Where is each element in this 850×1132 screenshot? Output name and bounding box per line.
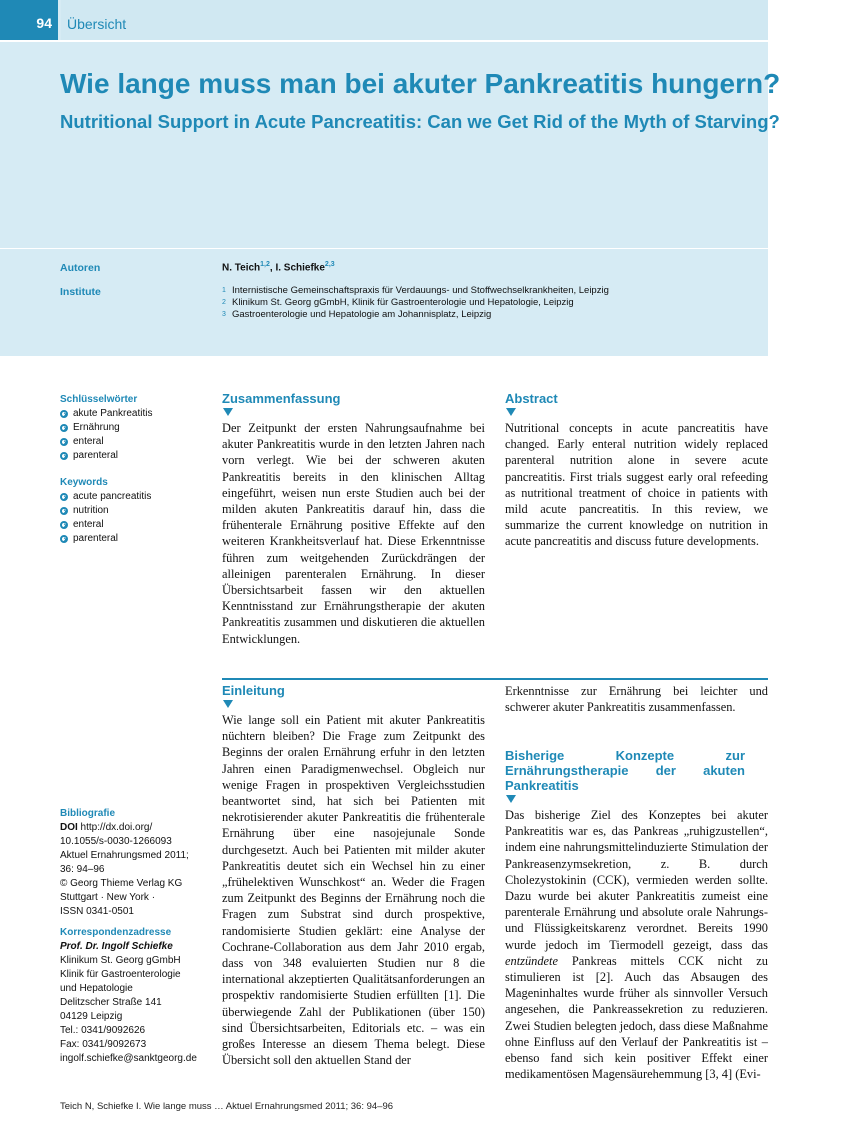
keyword-item: akute Pankreatitis [60,407,153,421]
author-2-affiliation: 2,3 [324,261,335,268]
page-number: 94 [0,0,58,40]
keyword-item: nutrition [60,504,151,518]
institute-item: 2 Klinikum St. Georg gGmbH, Klinik für Gastroenterologie und Hepatologie, Leipzig [222,297,574,308]
address-line: 04129 Leipzig [60,1011,123,1022]
address-line: Klinik für Gastroenterologie [60,969,181,980]
header-divider [0,40,768,42]
bibliografie-heading: Bibliografie [60,808,116,819]
section-label: Übersicht [61,0,768,40]
author-2: I. Schiefke [275,262,325,274]
bib-line: 36: 94–96 [60,864,105,875]
author-1: N. Teich [222,262,261,274]
abstract-section [505,391,768,550]
bib-line: Stuttgart · New York · [60,892,156,903]
korrespondenz-name: Prof. Dr. Ingolf Schiefke [60,941,173,952]
keywords-de [60,393,153,463]
triangle-down-icon [223,700,233,708]
address-line: Fax: 0341/9092673 [60,1039,147,1050]
email-link[interactable]: ingolf.schiefke@sanktgeorg.de [60,1053,197,1064]
doi-line: DOI http://dx.doi.org/ [60,822,153,833]
einleitung-continuation-text: Erkenntnisse zur Ernährung bei leichter und schwerer akuter Pankreatitis zusammenfassen. [505,684,768,715]
keyword-item: parenteral [60,449,153,463]
bullet-icon [60,452,68,460]
address-line: Tel.: 0341/9092626 [60,1025,146,1036]
page-footer: Teich N, Schiefke I. Wie lange muss … Aktuel Ernahrungsmed 2011; 36: 94–96 [60,1101,394,1112]
bullet-icon [60,438,68,446]
zusammenfassung-text: Der Zeitpunkt der ersten Nahrungsaufnahme bei akuter Pankreatitis wurde in den letzten Jahren nach vorn verlegt. Wie bei der schweren akuten Pankreatitis bereits in den klinischen Alltag eingeführt, weisen nun erste Studien auch bei der milden akuten Pankreatitis darauf hin, dass die frühenterale Ernährung positive Effekte auf den weiteren Krankheitsverlauf hat. Diese Erkenntnisse führen zum weitgehenden Zurückdrängen der alleinigen parenteralen Ernährung. In dieser Übersichtsarbeit fassen wir den aktuellen Kenntnisstand zur Ernährungstherapie der akuten Pankreatitis zusammen und diskutieren die aktuellen Entwicklungen. [222,421,485,646]
institutes-label: Institute [60,286,101,298]
bib-line: 10.1055/s-0030-1266093 [60,836,172,847]
bib-line: Aktuel Ernahrungsmed 2011; [60,850,189,861]
authors [222,261,335,273]
triangle-down-icon [506,795,516,803]
zusammenfassung-section [222,391,485,647]
keywords-en-heading: Keywords [60,477,108,488]
bisherige-text: Das bisherige Ziel des Konzeptes bei akuter Pankreatitis war es, das Pankreas „ruhigzustellen“, indem eine nahrungsmittelinduzierte Stimulation der Pankreasenzymsekretion, z. B. durch Cholezystokinin (CCK), vermieden werden sollte. Dazu wurde bei akuter Pankreatitis zumeist eine parenterale Ernährung und absolute orale Nahrungs- und Flüssigkeitskarenz verordnet. Bereits 1990 wurde jedoch im Tiermodell gezeigt, dass das entzündete Pankreas mittels CCK nicht zu stimulieren ist [2]. Auch das Absaugen des Mageninhaltes wurde früher als sinnvoller Versuch angesehen, die Pankreassekretion zu reduzieren. Zwei Studien belegten jedoch, dass diese Maßnahme ohne Einfluss auf den Verlauf der Pankreatitis ist – ebenso fand sich kein positiver Effekt einer medikamentösen Magensäurehemmung [3, 4] (Evi- [505,808,768,1082]
korrespondenz-heading: Korrespondenzadresse [60,927,172,938]
keyword-item: Ernährung [60,421,153,435]
bisherige-heading: Bisherige Konzepte zur Ernährungstherapie der akuten Pankreatitis [505,748,745,793]
bibliografie-block [60,807,210,1066]
bullet-icon [60,493,68,501]
author-1-affiliation: 1,2 [260,261,270,268]
keyword-item: acute pancreatitis [60,490,151,504]
triangle-down-icon [506,408,516,416]
doi-link[interactable]: http://dx.doi.org/ [77,822,153,833]
authors-label: Autoren [60,262,101,274]
article-subtitle: Nutritional Support in Acute Pancreatitis: Can we Get Rid of the Myth of Starving? [60,111,780,132]
bisherige-section [505,748,768,1082]
institute-item: 3 Gastroenterologie und Hepatologie am Johannisplatz, Leipzig [222,309,492,320]
bib-line: © Georg Thieme Verlag KG [60,878,183,889]
section-rule [222,678,768,680]
zusammenfassung-heading: Zusammenfassung [222,391,341,406]
abstract-heading: Abstract [505,391,558,406]
author-separator: , [269,262,276,274]
article-title: Wie lange muss man bei akuter Pankreatitis hungern? [60,68,781,99]
keywords-en [60,476,151,546]
einleitung-continuation [505,683,768,715]
institutes-list [222,285,609,321]
triangle-down-icon [223,408,233,416]
bullet-icon [60,535,68,543]
bullet-icon [60,507,68,515]
einleitung-section [222,683,485,1068]
abstract-text: Nutritional concepts in acute pancreatitis have changed. Early enteral nutrition widely replaced parenteral nutrition alone in severe acute pancreatitis. First trials suggest early oral refeeding as nutritional treatment of choice in patients with mild acute pancreatitis. In this review, we summarize the current knowledge on nutrition in acute pancreatitis and discuss future developments. [505,421,768,549]
keyword-item: enteral [60,435,153,449]
bullet-icon [60,424,68,432]
einleitung-text: Wie lange soll ein Patient mit akuter Pankreatitis nüchtern bleiben? Die Frage zum Zeitpunkt des Beginns der oralen Ernährung erfuhr in den letzten Jahren einen Paradigmenwechsel. Obgleich nur wenige Fragen in prospektiven Vergleichsstudien beantwortet sind, hat sich bei Patienten mit nekrotisierender akuter Pankreatitis die frühenterale Ernährung über eine nasojejunale Sonde durchgesetzt. Auch bei Patienten mit milder akuter Pankreatitis deutet sich ein Wechsel hin zu einer „frühelektiven Wunschkost“ an. Weder die Fragen zum Zeitpunkt des Beginns der Ernährung noch die Fragen zum Substrat sind durch prospektive, randomisierte Studien geklärt: eine Analyse der Cochrane-Collaboration aus dem Jahr 2010 ergab, dass von 348 evaluierten Studien nur 8 die international akzeptierten Qualitätsanforderungen an prospektiv randomisierte Studien erfüllten [1]. Die überwiegende Zahl der Publikationen (über 150) sind Übersichtsarbeiten, Editorials etc. – was ein großes Interesse an diesem Thema belegt. Diese Übersicht soll den aktuellen Stand der [222,713,485,1068]
address-line: Delitzscher Straße 141 [60,997,162,1008]
address-line: Klinikum St. Georg gGmbH [60,955,181,966]
authors-divider [0,248,768,249]
bib-line: ISSN 0341-0501 [60,906,134,917]
emphasis-text: entzündete [505,953,558,968]
bullet-icon [60,521,68,529]
keyword-item: parenteral [60,532,151,546]
keywords-de-heading: Schlüsselwörter [60,394,138,405]
bullet-icon [60,410,68,418]
keyword-item: enteral [60,518,151,532]
address-line: und Hepatologie [60,983,133,994]
einleitung-heading: Einleitung [222,683,285,698]
institute-item: 1 Internistische Gemeinschaftspraxis für Verdauungs- und Stoffwechselkrankheiten, Leipzig [222,285,609,296]
